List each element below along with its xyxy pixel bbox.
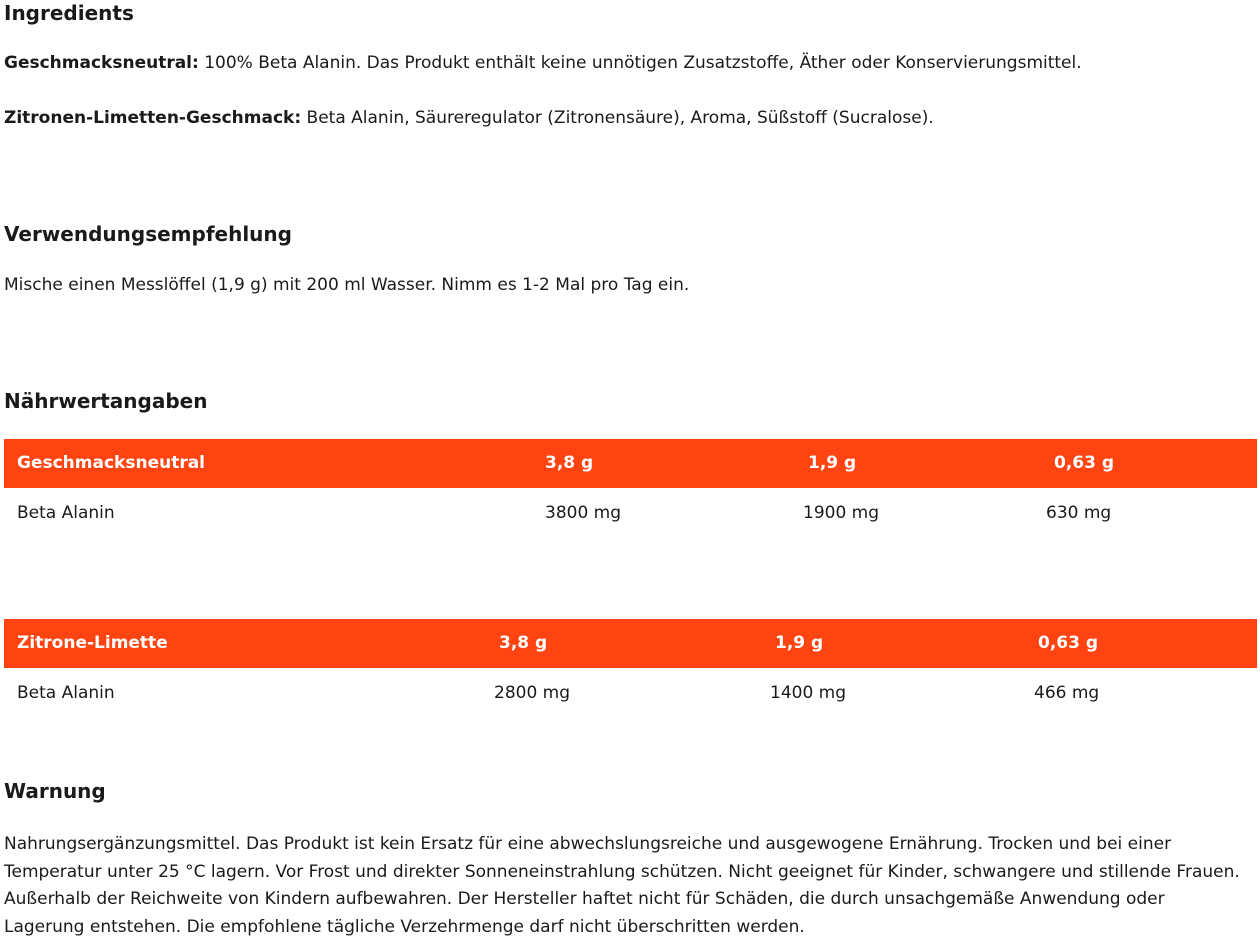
nutrition-table-2-header bbox=[4, 619, 1257, 668]
warning-text: Nahrungsergänzungsmittel. Das Produkt ist kein Ersatz für eine abwechslungsreiche und ausgewogene Ernährung. Trocken und bei einer Temperatur unter 25 °C lagern. Vor Frost und direkter Sonneneinstrahlung schützen. Nicht geeignet für Kinder, schwangere und stillende Frauen. Außerhalb der Reichweite von Kindern aufbewahren. Der Hersteller haftet nicht für Schäden, die durch unsachgemäße Anwendung oder Lagerung entstehen. Die empfohlene tägliche Verzehrmenge darf nicht überschritten werden. bbox=[4, 834, 1240, 937]
table-cell: Beta Alanin bbox=[17, 503, 115, 523]
ingredients-neutral-text: 100% Beta Alanin. Das Produkt enthält keine unnötigen Zusatzstoffe, Äther oder Konservierungsmittel. bbox=[198, 53, 1082, 73]
nutrition-table-1-row bbox=[4, 489, 1257, 538]
table-header-cell: 1,9 g bbox=[775, 633, 824, 653]
ingredients-lemon-text: Beta Alanin, Säureregulator (Zitronensäure), Aroma, Süßstoff (Sucralose). bbox=[301, 108, 934, 128]
table-header-cell: 3,8 g bbox=[499, 633, 548, 653]
warning-heading: Warnung bbox=[4, 779, 106, 803]
table-cell: 466 mg bbox=[1034, 683, 1100, 703]
table-header-cell: Zitrone-Limette bbox=[17, 633, 168, 653]
nutrition-heading: Nährwertangaben bbox=[4, 389, 208, 413]
table-cell: 2800 mg bbox=[494, 683, 571, 703]
usage-text: Mische einen Messlöffel (1,9 g) mit 200 ml Wasser. Nimm es 1-2 Mal pro Tag ein. bbox=[4, 275, 690, 295]
table-header-cell: Geschmacksneutral bbox=[17, 453, 206, 473]
table-header-cell: 1,9 g bbox=[808, 453, 857, 473]
table-header-cell: 3,8 g bbox=[545, 453, 594, 473]
ingredients-neutral-label: Geschmacksneutral: bbox=[4, 53, 199, 73]
ingredients-heading: Ingredients bbox=[4, 1, 134, 25]
table-cell: 630 mg bbox=[1046, 503, 1112, 523]
ingredients-lemon-label: Zitronen-Limetten-Geschmack: bbox=[4, 108, 302, 128]
table-header-cell: 0,63 g bbox=[1038, 633, 1099, 653]
ingredients-neutral bbox=[4, 53, 1082, 74]
table-cell: 1900 mg bbox=[803, 503, 880, 523]
table-cell: 3800 mg bbox=[545, 503, 622, 523]
usage-heading: Verwendungsempfehlung bbox=[4, 222, 292, 246]
table-header-cell: 0,63 g bbox=[1054, 453, 1115, 473]
nutrition-table-1-header bbox=[4, 439, 1257, 488]
nutrition-table-2-row bbox=[4, 669, 1257, 718]
table-cell: 1400 mg bbox=[770, 683, 847, 703]
ingredients-lemon bbox=[4, 108, 934, 129]
table-cell: Beta Alanin bbox=[17, 683, 115, 703]
